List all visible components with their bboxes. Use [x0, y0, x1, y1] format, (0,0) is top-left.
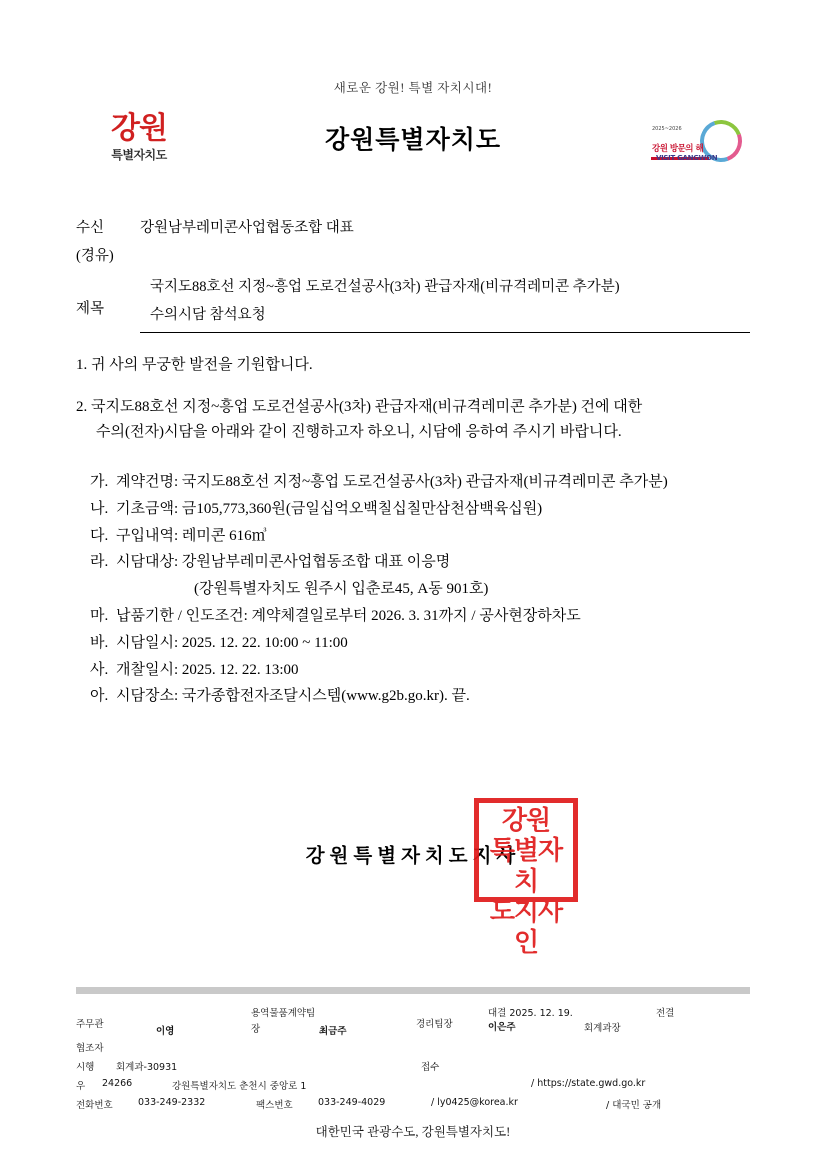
via-row [76, 242, 750, 270]
approver-role-5: 회계과장 [584, 1023, 621, 1034]
fax-label: 팩스번호 [256, 1100, 293, 1111]
approver-role-3: 경리팀장 [416, 1019, 453, 1030]
detail-item-list [76, 470, 750, 709]
list-item [90, 577, 750, 601]
approver-name-2: 최금주 [319, 1026, 347, 1037]
list-item-marker: 다. [90, 527, 109, 544]
approver-role-2-top: 용역물품계약팀 [251, 1008, 316, 1019]
receive-label: 접수 [421, 1062, 440, 1073]
document-footer [76, 987, 750, 1140]
address-row [76, 1078, 750, 1095]
footer-divider [76, 987, 750, 994]
list-item-marker: 바. [90, 634, 109, 651]
list-item [90, 684, 750, 708]
paragraph-2 [76, 395, 750, 444]
recipient-value: 강원남부레미콘사업협동조합 대표 [140, 220, 354, 236]
list-item [90, 631, 750, 655]
contact-row [76, 1097, 750, 1114]
list-item-text: 구입내역: 레미콘 616㎥ [116, 527, 267, 544]
seal-line-1: 강원 [501, 806, 551, 836]
gangwon-logo-sub: 특별자치도 [111, 148, 167, 162]
recipient-row [76, 214, 750, 242]
approver-role-1: 주무관 [76, 1019, 104, 1030]
list-item-text: (강원특별자치도 원주시 입춘로45, A동 901호) [194, 581, 489, 598]
paragraph-2-line-2: 수의(전자)시담을 아래와 같이 진행하고자 하오니, 시담에 응하여 주시기 바랍니다. [96, 423, 622, 440]
zipcode-label: 우 [76, 1081, 86, 1092]
visit-gangwon-kr: 강원 방문의 해 [652, 144, 704, 154]
gangwon-logo-main: 강원 [111, 111, 167, 146]
subject-row [76, 273, 750, 334]
header-slogan: 새로운 강원! 특별 자치시대! [333, 81, 493, 95]
enforcement-row [76, 1059, 750, 1076]
approver-role-4-top: 대결 2025. 12. 19. [488, 1008, 573, 1019]
signature-line: 강원특별자치도지사 [305, 846, 521, 867]
paragraph-1: 1. 귀 사의 무궁한 발전을 기원합니다. [76, 357, 313, 374]
official-seal [474, 798, 578, 958]
approver-name-1: 이영 [156, 1026, 175, 1037]
paragraph-2-line-1: 2. 국지도88호선 지정~흥업 도로건설공사(3차) 관급자재(비규격레미콘 추가분) 건에 대한 [76, 399, 643, 416]
document-meta [76, 214, 750, 333]
list-item-text: 시담일시: 2025. 12. 22. 10:00 ~ 11:00 [116, 634, 348, 651]
approver-name-4: 이은주 [488, 1022, 516, 1033]
footer-tagline: 대한민국 관광수도, 강원특별자치도! [315, 1125, 511, 1139]
subject-value [140, 273, 750, 334]
page-title: 강원특별자치도 [324, 127, 502, 154]
list-item [90, 497, 750, 521]
enforcement-value: 회계과-30931 [116, 1062, 178, 1073]
disclosure-status: / 대국민 공개 [606, 1100, 662, 1111]
seal-line-3: 도지사인 [489, 897, 563, 958]
subject-line-2: 수의시담 참석요청 [150, 306, 266, 323]
list-item-text: 납품기한 / 인도조건: 계약체결일로부터 2026. 3. 31까지 / 공사현장하차도 [116, 607, 581, 624]
list-item [90, 550, 750, 574]
seal-line-2: 특별자치 [489, 836, 563, 897]
enforcement-label: 시행 [76, 1062, 95, 1073]
cooperation-row [76, 1040, 750, 1057]
list-item-marker: 아. [90, 688, 109, 705]
list-item-marker: 라. [90, 554, 109, 571]
subject-label: 제목 [76, 300, 105, 317]
list-item-marker: 마. [90, 607, 109, 624]
visit-gangwon-logo [650, 112, 746, 166]
homepage-link[interactable]: / https://state.gwd.go.kr [531, 1078, 646, 1089]
approval-row [76, 1004, 750, 1038]
list-item-text: 기초금액: 금105,773,360원(금일십억오백칠십칠만삼천삼백육십원) [116, 500, 543, 517]
list-item-marker: 사. [90, 661, 109, 678]
list-item-text: 시담대상: 강원남부레미콘사업협동조합 대표 이응명 [116, 554, 451, 571]
list-item-text: 계약건명: 국지도88호선 지정~흥업 도로건설공사(3차) 관급자재(비규격레미콘 추가분) [116, 473, 668, 490]
recipient-label: 수신 [76, 220, 105, 236]
list-item-text: 시담장소: 국가종합전자조달시스템(www.g2b.go.kr). 끝. [116, 688, 470, 705]
phone-label: 전화번호 [76, 1100, 113, 1111]
approver-role-2: 장 [251, 1024, 261, 1035]
address-value: 강원특별자치도 춘천시 중앙로 1 [172, 1081, 307, 1092]
document-header [76, 106, 750, 184]
zipcode-value: 24266 [102, 1078, 133, 1089]
approver-role-6: 전결 [656, 1008, 675, 1019]
via-label: (경유) [76, 248, 114, 265]
list-item-marker: 나. [90, 500, 109, 517]
cooperation-label: 협조자 [76, 1043, 104, 1054]
phone-value: 033-249-2332 [138, 1097, 206, 1108]
subject-line-1: 국지도88호선 지정~흥업 도로건설공사(3차) 관급자재(비규격레미콘 추가분) [150, 278, 620, 295]
list-item [90, 470, 750, 494]
list-item-marker: 가. [90, 473, 109, 490]
fax-value: 033-249-4029 [318, 1097, 386, 1108]
visit-gangwon-year: 2025~2026 [652, 126, 682, 132]
list-item [90, 658, 750, 682]
list-item [90, 604, 750, 628]
list-item-text: 개찰일시: 2025. 12. 22. 13:00 [116, 661, 299, 678]
list-item [90, 524, 750, 548]
document-body [76, 353, 750, 709]
visit-gangwon-en: VISIT GANGWON [656, 154, 718, 162]
email-link[interactable]: / ly0425@korea.kr [431, 1097, 518, 1108]
